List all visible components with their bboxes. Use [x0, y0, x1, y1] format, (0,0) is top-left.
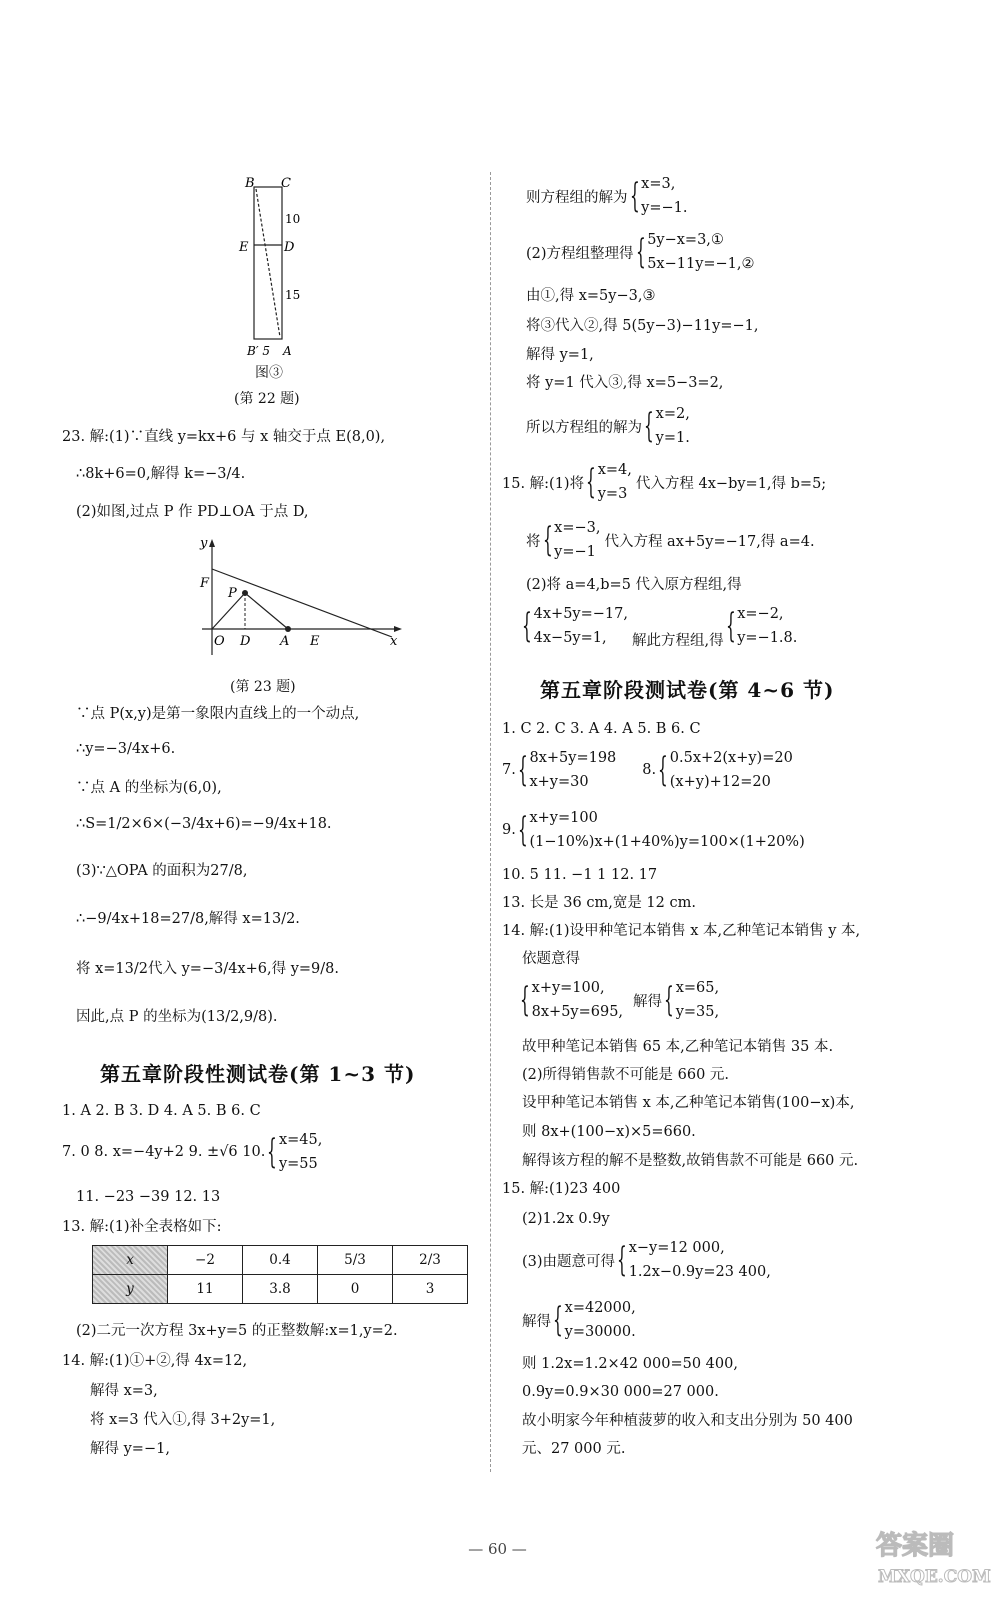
part2-answer-15-5: 则 1.2x=1.2×42 000=50 400,: [522, 1356, 738, 1372]
r2-top: 5y−x=3,①: [647, 232, 724, 248]
values-table: [92, 1245, 468, 1304]
r-q15-part2: [520, 602, 797, 650]
q23-line-8: (3)∵△OPA 的面积为27/8,: [76, 863, 248, 879]
part2-a8-top: 0.5x+2(x+y)=20: [669, 750, 793, 766]
fig23-label-P: P: [228, 586, 237, 601]
page-number: — 60 —: [468, 1540, 527, 1558]
a15-3-top: x−y=12 000,: [628, 1240, 725, 1256]
fig23-label-A: A: [280, 634, 290, 649]
r7-top: x=2,: [655, 406, 690, 422]
fig23-label-F: F: [200, 576, 210, 591]
q23-line-3: (2)如图,过点 P 作 PD⊥OA 于点 D,: [76, 504, 309, 520]
a15-3-bot: 1.2x−0.9y=23 400,: [628, 1264, 771, 1280]
fig22-caption: (第 22 题): [234, 391, 300, 407]
brace: {: [517, 810, 528, 850]
part1-a10-bot: y=55: [278, 1156, 318, 1172]
brace: {: [586, 462, 596, 502]
r-system-2: [526, 228, 755, 276]
r-solution-1: [526, 172, 687, 220]
part2-answers-7-8: [502, 746, 793, 794]
brace: {: [521, 606, 532, 646]
r-solution-7: [526, 402, 690, 450]
r9-top: x=−3,: [554, 520, 601, 536]
part2-a9-bot: (1−10%)x+(1+40%)y=100×(1+20%): [529, 834, 805, 850]
part2-answer-13: 13. 长是 36 cm,宽是 12 cm.: [502, 895, 696, 911]
part2-answers-1-6: 1. C 2. C 3. A 4. A 5. B 6. C: [502, 721, 701, 737]
fig23-label-O: O: [214, 634, 225, 649]
brace: {: [635, 232, 646, 272]
a15-3-prefix: (3)由题意可得: [522, 1253, 616, 1270]
part2-a7-label: 7.: [502, 762, 516, 778]
part1-answer-13b: (2)二元一次方程 3x+y=5 的正整数解:x=1,y=2.: [76, 1323, 398, 1339]
r9-postfix: 代入方程 ax+5y=−17,得 a=4.: [604, 533, 815, 550]
part1-a7-text: 7. 0 8. x=−4y+2 9. ±√6 10.: [62, 1144, 266, 1160]
r8-prefix: 15. 解:(1)将: [502, 475, 585, 492]
part2-a9-label: 9.: [502, 822, 516, 838]
brace: {: [643, 406, 654, 446]
watermark-line-1: 答案圈: [876, 1531, 955, 1561]
part1-answers-11-12: 11. −23 −39 12. 13: [76, 1189, 221, 1205]
r1-bot: y=−1.: [641, 200, 688, 216]
brace: {: [542, 520, 553, 560]
part2-answer-14-7: 解得该方程的解不是整数,故销售款不可能是 660 元.: [522, 1153, 859, 1169]
r11-mid: 解此方程组,得: [631, 633, 724, 649]
r11-top: 4x+5y=−17,: [533, 606, 628, 622]
fig22-label-D: D: [284, 240, 295, 255]
part1-answers-7-10: [62, 1128, 322, 1176]
part2-answer-9: [502, 806, 805, 854]
r7-bot: y=1.: [655, 430, 690, 446]
fig22-label-Bp: B′ 5: [247, 344, 270, 358]
r-q15-part1b: [526, 516, 815, 564]
brace: {: [517, 750, 528, 790]
r2-bot: 5x−11y=−1,②: [647, 256, 755, 272]
part1-answer-14-3: 将 x=3 代入①,得 3+2y=1,: [90, 1412, 276, 1428]
table-cell: 5/3: [318, 1246, 393, 1275]
r-line-5: 解得 y=1,: [526, 347, 594, 363]
brace: {: [267, 1132, 278, 1172]
part2-a8-label: 8.: [642, 762, 657, 778]
watermark-line-2: MXQE.COM: [878, 1567, 991, 1587]
a15-4-prefix: 解得: [522, 1313, 551, 1330]
q23-line-2: ∴8k+6=0,解得 k=−3/4.: [76, 466, 246, 482]
r1-prefix: 则方程组的解为: [526, 189, 628, 206]
q23-line-4: ∵点 P(x,y)是第一象限内直线上的一个动点,: [76, 706, 360, 722]
table-cell: y: [93, 1275, 168, 1304]
r-line-10: (2)将 a=4,b=5 代入原方程组,得: [526, 577, 742, 593]
part1-answer-14-4: 解得 y=−1,: [90, 1441, 170, 1457]
a14-mid: 解得: [633, 993, 663, 1010]
part2-answer-14-5: 设甲种笔记本销售 x 本,乙种笔记本销售(100−x)本,: [522, 1095, 855, 1111]
fig22-label-B: B: [245, 176, 255, 191]
fig22-label-10: 10: [285, 212, 301, 226]
part2-answer-14-1: 14. 解:(1)设甲种笔记本销售 x 本,乙种笔记本销售 y 本,: [502, 923, 861, 939]
part1-answer-13: 13. 解:(1)补全表格如下:: [62, 1219, 222, 1235]
watermark-logo: [872, 1520, 991, 1590]
q23-line-6: ∵点 A 的坐标为(6,0),: [76, 780, 222, 796]
fig22-label-E: E: [239, 240, 249, 255]
a14-s1-top: x+y=100,: [531, 980, 605, 996]
brace: {: [629, 176, 640, 216]
r8-bot: y=3: [597, 486, 628, 502]
part2-answer-15-2: (2)1.2x 0.9y: [522, 1211, 610, 1227]
part2-a8-bot: (x+y)+12=20: [669, 774, 771, 790]
q23-line-9: ∴−9/4x+18=27/8,解得 x=13/2.: [76, 911, 300, 927]
a14-s2-bot: y=35,: [675, 1004, 720, 1020]
r2-prefix: (2)方程组整理得: [526, 245, 634, 262]
r11-bot: 4x−5y=1,: [533, 630, 607, 646]
table-cell: 2/3: [393, 1246, 468, 1275]
table-cell: 3: [393, 1275, 468, 1304]
table-cell: 3.8: [243, 1275, 318, 1304]
r9-prefix: 将: [526, 533, 541, 550]
q23-line-10: 将 x=13/2代入 y=−3/4x+6,得 y=9/8.: [76, 961, 339, 977]
part1-answers-1-6: 1. A 2. B 3. D 4. A 5. B 6. C: [62, 1103, 261, 1119]
part2-answer-15-1: 15. 解:(1)23 400: [502, 1181, 621, 1197]
figure-22: [237, 175, 317, 375]
part2-a7-top: 8x+5y=198: [529, 750, 617, 766]
r8-top: x=4,: [597, 462, 632, 478]
part2-a7-bot: x+y=30: [529, 774, 589, 790]
fig23-label-D: D: [240, 634, 251, 649]
q23-line-7: ∴S=1/2×6×(−3/4x+6)=−9/4x+18.: [76, 816, 332, 832]
r-line-6: 将 y=1 代入③,得 x=5−3=2,: [526, 375, 724, 391]
brace: {: [616, 1240, 627, 1280]
brace: {: [552, 1300, 563, 1340]
part2-answer-14-4: (2)所得销售款不可能是 660 元.: [522, 1067, 730, 1083]
q23-line-5: ∴y=−3/4x+6.: [76, 741, 176, 757]
part1-a10-top: x=45,: [278, 1132, 323, 1148]
r8-postfix: 代入方程 4x−by=1,得 b=5;: [635, 475, 827, 492]
fig22-label-15: 15: [285, 288, 301, 302]
table-row: [93, 1275, 468, 1304]
table-row: [93, 1246, 468, 1275]
figure-23: [200, 535, 410, 665]
fig22-title: 图③: [255, 365, 283, 381]
part2-answer-14-6: 则 8x+(100−x)×5=660.: [522, 1124, 696, 1140]
part2-answer-14-system: [518, 976, 719, 1024]
brace: {: [519, 980, 530, 1020]
table-cell: 0.4: [243, 1246, 318, 1275]
r11b-bot: y=−1.8.: [737, 630, 798, 646]
part1-answer-14-1: 14. 解:(1)①+②,得 4x=12,: [62, 1353, 248, 1369]
part2-answer-15-8: 元、27 000 元.: [522, 1441, 626, 1457]
part2-answer-14-3: 故甲种笔记本销售 65 本,乙种笔记本销售 35 本.: [522, 1039, 834, 1055]
q23-line-11: 因此,点 P 的坐标为(13/2,9/8).: [76, 1009, 278, 1025]
r11b-top: x=−2,: [737, 606, 784, 622]
r-line-4: 将③代入②,得 5(5y−3)−11y=−1,: [526, 318, 759, 334]
r1-top: x=3,: [641, 176, 676, 192]
part2-answer-15-6: 0.9y=0.9×30 000=27 000.: [522, 1384, 719, 1400]
part2-answer-14-2: 依题意得: [522, 951, 580, 967]
table-cell: x: [93, 1246, 168, 1275]
brace: {: [658, 750, 668, 790]
q23-line-1: 23. 解:(1)∵直线 y=kx+6 与 x 轴交于点 E(8,0),: [62, 429, 386, 445]
part2-answer-15-3: [522, 1236, 771, 1284]
part1-answer-14-2: 解得 x=3,: [90, 1383, 158, 1399]
r9-bot: y=−1: [554, 544, 596, 560]
r-q15-part1: [502, 458, 826, 506]
a14-s2-top: x=65,: [675, 980, 720, 996]
section-heading-1: 第五章阶段性测试卷(第 1~3 节): [100, 1062, 416, 1086]
column-divider: [490, 172, 491, 1472]
fig23-label-y: y: [200, 536, 208, 551]
r7-prefix: 所以方程组的解为: [526, 419, 642, 436]
table-cell: 11: [168, 1275, 243, 1304]
a15-4-bot: y=30000.: [564, 1324, 636, 1340]
a14-s1-bot: 8x+5y=695,: [531, 1004, 624, 1020]
fig23-label-x: x: [390, 634, 398, 649]
part2-a9-top: x+y=100: [529, 810, 598, 826]
a15-4-top: x=42000,: [564, 1300, 636, 1316]
r-line-3: 由①,得 x=5y−3,③: [526, 288, 656, 304]
part2-answer-15-7: 故小明家今年种植菠萝的收入和支出分别为 50 400: [522, 1413, 853, 1429]
table-cell: −2: [168, 1246, 243, 1275]
section-heading-2: 第五章阶段测试卷(第 4~6 节): [540, 678, 835, 702]
fig23-caption: (第 23 题): [230, 679, 296, 695]
part2-answers-10-12: 10. 5 11. −1 1 12. 17: [502, 867, 658, 883]
fig22-label-C: C: [281, 176, 291, 191]
table-cell: 0: [318, 1275, 393, 1304]
part2-answer-15-4: [522, 1296, 636, 1344]
fig23-label-E: E: [310, 634, 320, 649]
fig22-label-A: A: [283, 344, 292, 358]
brace: {: [725, 606, 736, 646]
brace: {: [663, 980, 674, 1020]
